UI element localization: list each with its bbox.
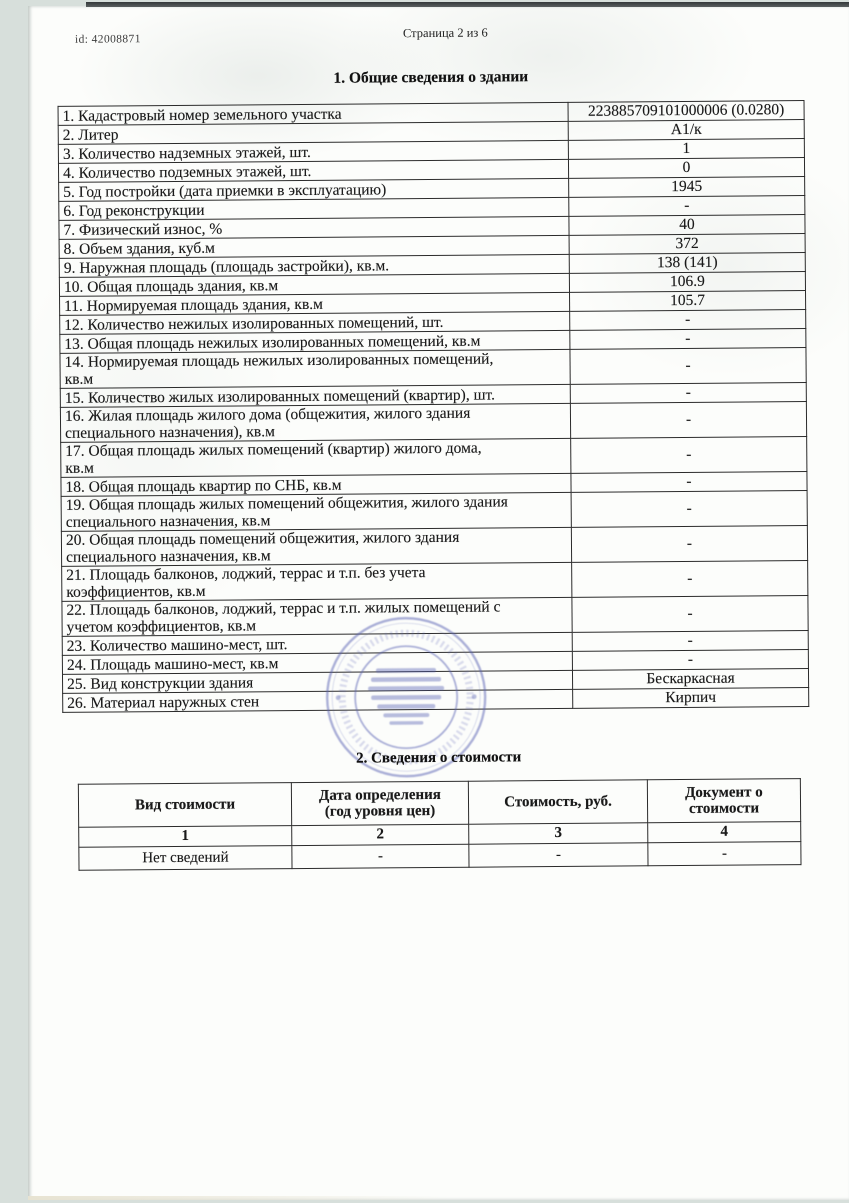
row-value: - bbox=[570, 329, 806, 350]
row-value: - bbox=[572, 631, 808, 652]
row-label: 22. Площадь балконов, лоджий, террас и т.п. жилых помещений с учетом коэффициентов, кв.м bbox=[62, 597, 572, 636]
row-label: 18. Общая площадь квартир по СНБ, кв.м bbox=[61, 473, 571, 496]
row-label: 2. Литер bbox=[58, 121, 568, 144]
row-value: - bbox=[570, 348, 806, 385]
row-label: 15. Количество жилых изолированных помещений (квартир), шт. bbox=[60, 384, 570, 407]
column-number: 4 bbox=[648, 822, 801, 843]
table-row bbox=[61, 491, 807, 532]
section1-title: 1. Общие сведения о здании bbox=[333, 68, 529, 87]
row-value: 138 (141) bbox=[569, 253, 805, 274]
table-row bbox=[61, 437, 807, 478]
row-label: 20. Общая площадь помещений общежития, жилого здания специального назначения, кв.м bbox=[61, 527, 571, 566]
building-info-table bbox=[58, 100, 810, 713]
row-label: 11. Нормируемая площадь здания, кв.м bbox=[60, 292, 570, 315]
row-value: - bbox=[570, 402, 806, 439]
row-value: - bbox=[570, 383, 806, 404]
cost-column-header: Стоимость, руб. bbox=[468, 780, 647, 824]
row-label: 9. Наружная площадь (площадь застройки), кв.м. bbox=[59, 254, 569, 277]
cost-column-header: Документ о стоимости bbox=[647, 779, 800, 823]
cost-cell: - bbox=[648, 842, 801, 866]
row-value: 372 bbox=[569, 234, 805, 255]
row-value: 105.7 bbox=[570, 291, 806, 312]
row-label: 12. Количество нежилых изолированных помещений, шт. bbox=[60, 311, 570, 334]
row-label: 10. Общая площадь здания, кв.м bbox=[59, 273, 569, 296]
row-value: 0 bbox=[568, 158, 804, 179]
row-value: А1/к bbox=[568, 120, 804, 141]
row-value: - bbox=[572, 561, 808, 598]
table-row bbox=[61, 526, 807, 567]
row-value: 40 bbox=[569, 215, 805, 236]
cost-column-header: Дата определения (год уровня цен) bbox=[291, 781, 468, 825]
table-row bbox=[62, 596, 808, 637]
row-value: 106.9 bbox=[569, 272, 805, 293]
section2-title: 2. Сведения о стоимости bbox=[355, 749, 522, 767]
row-value: - bbox=[569, 196, 805, 217]
row-label: 17. Общая площадь жилых помещений (квартир) жилого дома, кв.м bbox=[61, 438, 571, 477]
row-label: 14. Нормируемая площадь нежилых изолированных помещений, кв.м bbox=[60, 349, 570, 388]
row-value: 1945 bbox=[569, 177, 805, 198]
page-indicator: Страница 2 из 6 bbox=[402, 25, 488, 41]
cost-cell: Нет сведений bbox=[79, 846, 292, 871]
cost-table-header-row bbox=[78, 779, 800, 828]
table-row bbox=[62, 561, 808, 602]
row-label: 13. Общая площадь нежилых изолированных помещений, кв.м bbox=[60, 330, 570, 353]
row-label: 3. Количество надземных этажей, шт. bbox=[58, 140, 568, 163]
row-value: 223885709101000006 (0.0280) bbox=[568, 101, 804, 122]
row-label: 24. Площадь машино-мест, кв.м bbox=[62, 651, 572, 674]
row-value: - bbox=[572, 596, 808, 633]
row-label: 26. Материал наружных стен bbox=[63, 689, 573, 712]
column-number: 3 bbox=[469, 823, 648, 844]
cost-cell: - bbox=[292, 844, 469, 868]
row-value: - bbox=[571, 472, 807, 493]
column-number: 2 bbox=[292, 824, 469, 845]
row-value: - bbox=[571, 491, 807, 528]
row-label: 19. Общая площадь жилых помещений общежития, жилого здания специального назначения, кв.м bbox=[61, 492, 571, 531]
cost-column-header: Вид стоимости bbox=[78, 783, 291, 828]
table-row bbox=[60, 402, 806, 443]
table-row bbox=[60, 348, 806, 389]
row-label: 8. Объем здания, куб.м bbox=[59, 235, 569, 258]
cost-cell: - bbox=[469, 843, 648, 867]
row-value: - bbox=[572, 650, 808, 671]
row-label: 16. Жилая площадь жилого дома (общежития, жилого здания специального назначения), кв.м bbox=[60, 403, 570, 442]
row-label: 1. Кадастровый номер земельного участка bbox=[58, 102, 568, 125]
cost-info-table bbox=[78, 778, 802, 871]
row-label: 23. Количество машино-мест, шт. bbox=[62, 632, 572, 655]
row-label: 4. Количество подземных этажей, шт. bbox=[58, 159, 568, 182]
row-label: 25. Вид конструкции здания bbox=[62, 670, 572, 693]
row-label: 5. Год постройки (дата приемки в эксплуатацию) bbox=[59, 178, 569, 201]
row-value: Кирпич bbox=[573, 688, 809, 709]
row-value: - bbox=[570, 310, 806, 331]
row-label: 21. Площадь балконов, лоджий, террас и т.п. без учета коэффициентов, кв.м bbox=[62, 562, 572, 601]
document-id: id: 42008871 bbox=[74, 33, 141, 46]
row-label: 6. Год реконструкции bbox=[59, 197, 569, 220]
row-value: Бескаркасная bbox=[572, 669, 808, 690]
row-value: - bbox=[571, 437, 807, 474]
table-row bbox=[79, 842, 801, 871]
column-number: 1 bbox=[79, 826, 292, 848]
row-label: 7. Физический износ, % bbox=[59, 216, 569, 239]
row-value: - bbox=[571, 526, 807, 563]
row-value: 1 bbox=[568, 139, 804, 160]
